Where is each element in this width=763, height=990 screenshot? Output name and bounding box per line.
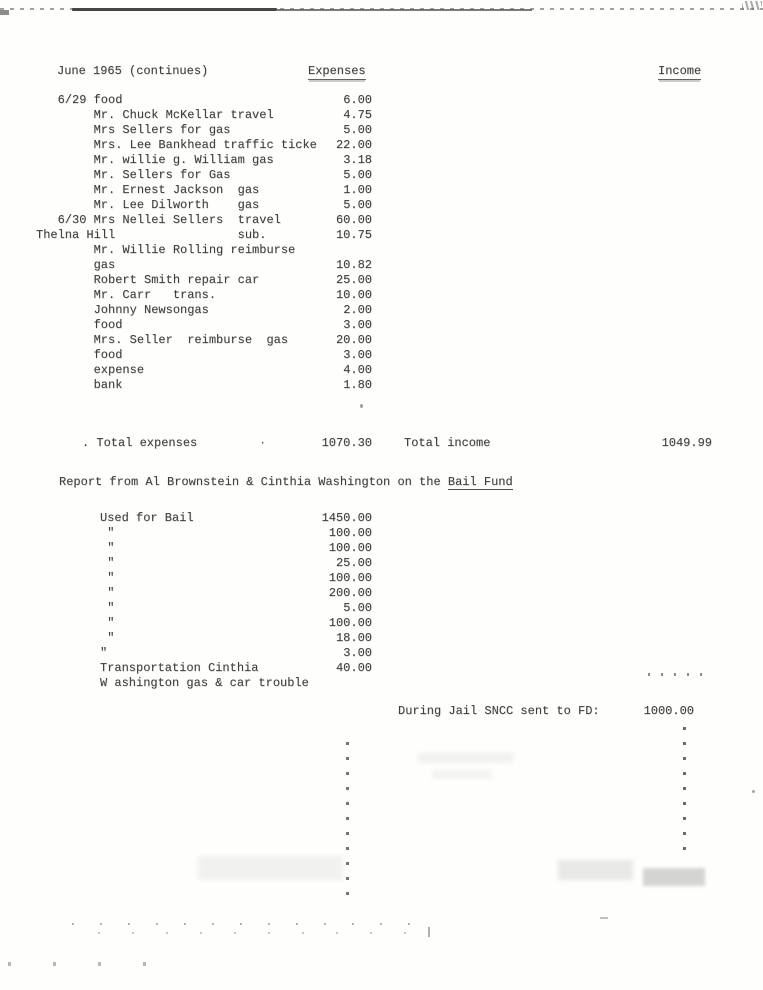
- ledger-row-amount: 100.00: [328, 541, 372, 555]
- ledger-row-text: Mrs Sellers for gas: [36, 123, 231, 137]
- ledger-row-amount: 4.75: [343, 108, 372, 122]
- ledger-row: [100, 526, 372, 541]
- scan-artifact-dot-column-left: [346, 742, 349, 898]
- ledger-row-amount: 1450.00: [321, 511, 372, 525]
- ledger-row: [36, 348, 372, 363]
- ledger-row-amount: 40.00: [335, 661, 372, 675]
- ledger-row-amount: 1.80: [343, 378, 372, 392]
- ledger-row-amount: 2.00: [343, 303, 372, 317]
- ledger-row: [36, 258, 372, 273]
- ledger-row: [36, 363, 372, 378]
- ledger-row-amount: 3.00: [343, 646, 372, 660]
- ledger-row-text: Johnny Newsongas: [36, 303, 209, 317]
- ledger-row-text: Mrs. Seller reimburse gas: [36, 333, 289, 347]
- ledger-row: [36, 93, 372, 108]
- ledger-row-text: Mr. Ernest Jackson gas: [36, 183, 260, 197]
- ledger-row-text: Mr. willie g. William gas: [36, 153, 274, 167]
- ledger-row-amount: 60.00: [335, 213, 372, 227]
- ledger-row: [100, 511, 372, 526]
- ledger-row-text: ": [100, 601, 115, 615]
- ledger-row-amount: 10.00: [335, 288, 372, 302]
- bail-fund-ledger: [100, 511, 372, 691]
- bail-fund-underlined-text: Bail Fund: [447, 475, 513, 489]
- ledger-row: [36, 243, 372, 258]
- ledger-row: [36, 378, 372, 393]
- ledger-row-text: Mr. Chuck McKellar travel: [36, 108, 274, 122]
- ledger-row-text: Mr. Sellers for Gas: [36, 168, 231, 182]
- ledger-row-amount: 10.75: [335, 228, 372, 242]
- scan-speckle-row-1: [72, 923, 434, 925]
- ledger-row: [36, 333, 372, 348]
- scan-artifact-bottom-left-marks: [8, 962, 148, 966]
- ledger-row-text: ": [100, 556, 115, 570]
- ledger-row-amount: 5.00: [343, 601, 372, 615]
- ledger-row-amount: 1.00: [343, 183, 372, 197]
- ledger-row-amount: 5.00: [343, 168, 372, 182]
- ledger-row-amount: 100.00: [328, 526, 372, 540]
- ledger-row-amount: 4.00: [343, 363, 372, 377]
- ledger-row-amount: 3.18: [343, 153, 372, 167]
- ledger-row: [36, 168, 372, 183]
- ledger-row-text: 6/30 Mrs Nellei Sellers travel: [36, 213, 281, 227]
- ledger-row: [36, 153, 372, 168]
- ledger-row: [36, 123, 372, 138]
- ledger-row-text: ": [100, 646, 108, 660]
- ledger-row-text: W ashington gas & car trouble: [100, 676, 309, 690]
- during-jail-amount: 1000.00: [643, 704, 694, 718]
- during-jail-row: [398, 704, 694, 719]
- totals-row: [0, 436, 763, 451]
- ledger-row: [36, 213, 372, 228]
- ledger-row-amount: 18.00: [335, 631, 372, 645]
- page-title: June 1965 (continues): [57, 64, 209, 78]
- stray-dot: ·: [259, 436, 267, 450]
- ledger-row-text: Mr. Willie Rolling reimburse: [36, 243, 296, 257]
- ledger-row: [36, 273, 372, 288]
- scan-smudge-lower-center: [558, 860, 633, 880]
- total-expenses-value: 1070.30: [321, 436, 372, 450]
- ledger-row: [36, 303, 372, 318]
- scan-smudge-faded-text-1: [418, 753, 513, 763]
- scan-artifact-dot-column-right: [683, 727, 686, 855]
- ledger-row: [36, 228, 372, 243]
- during-jail-label: During Jail SNCC sent to FD:: [398, 704, 600, 718]
- expense-ledger: [36, 93, 372, 393]
- total-income-value: 1049.99: [661, 436, 712, 450]
- scan-speckle-under-bank: [360, 404, 363, 408]
- expenses-column-heading: Expenses: [308, 64, 366, 78]
- ledger-row-amount: 200.00: [328, 586, 372, 600]
- ledger-row-amount: 22.00: [335, 138, 372, 152]
- ledger-row: [36, 138, 372, 153]
- bail-fund-report-heading: [59, 475, 513, 490]
- ledger-row-text: ": [100, 631, 115, 645]
- ledger-row-amount: 10.82: [335, 258, 372, 272]
- ledger-row: [100, 616, 372, 631]
- ledger-row-text: ": [100, 616, 115, 630]
- scan-smudge-lower-right: [643, 868, 705, 886]
- ledger-row-text: bank: [36, 378, 123, 392]
- scan-artifact-top-left-mark: [0, 10, 9, 15]
- scan-speckle-row-2: [98, 932, 438, 934]
- ledger-row: [100, 556, 372, 571]
- ledger-row-text: Robert Smith repair car: [36, 273, 260, 287]
- ledger-row-amount: 5.00: [343, 123, 372, 137]
- ledger-row-amount: 3.00: [343, 318, 372, 332]
- ledger-row-text: food: [36, 318, 123, 332]
- ledger-row-amount: 25.00: [335, 556, 372, 570]
- ledger-row-text: Transportation Cinthia: [100, 661, 259, 675]
- ledger-row-text: Used for Bail: [100, 511, 194, 525]
- ledger-row: [100, 541, 372, 556]
- ledger-row-text: ": [100, 541, 115, 555]
- scan-speckle-dash: [600, 917, 608, 919]
- scan-smudge-lower-middle: [198, 856, 343, 880]
- scan-artifact-dot-row-right: [648, 673, 702, 676]
- ledger-row: [36, 198, 372, 213]
- ledger-row: [100, 571, 372, 586]
- ledger-row-text: gas: [36, 258, 116, 272]
- report-heading-text: Report from Al Brownstein & Cinthia Washington on the: [59, 475, 448, 489]
- total-expenses-label: . Total expenses: [82, 436, 198, 450]
- ledger-row-amount: 3.00: [343, 348, 372, 362]
- ledger-row: [100, 601, 372, 616]
- ledger-row-amount: 6.00: [343, 93, 372, 107]
- scan-speckle-tick: [428, 927, 430, 937]
- scan-artifact-top-right-mark: [742, 1, 762, 10]
- income-column-heading: Income: [658, 64, 702, 78]
- ledger-row-text: ": [100, 526, 115, 540]
- ledger-row: [36, 108, 372, 123]
- scan-artifact-top-dark-segment: [72, 8, 277, 11]
- ledger-row: [100, 646, 372, 661]
- scan-speckle-right-margin: [752, 790, 755, 793]
- total-income-label: Total income: [404, 436, 491, 450]
- ledger-row-amount: 25.00: [335, 273, 372, 287]
- scan-smudge-faded-text-2: [432, 770, 492, 779]
- ledger-row-amount: 5.00: [343, 198, 372, 212]
- scan-artifact-top-dashed-line: [0, 8, 763, 10]
- ledger-row-text: Mr. Carr trans.: [36, 288, 217, 302]
- ledger-row-text: Mrs. Lee Bankhead traffic ticke: [36, 138, 317, 152]
- ledger-row-text: Thelna Hill sub.: [36, 228, 267, 242]
- ledger-row: [100, 586, 372, 601]
- ledger-row: [100, 631, 372, 646]
- ledger-row-amount: 100.00: [328, 571, 372, 585]
- ledger-row: [36, 183, 372, 198]
- ledger-row: [100, 676, 372, 691]
- ledger-row-text: ": [100, 571, 115, 585]
- ledger-row-text: Mr. Lee Dilworth gas: [36, 198, 260, 212]
- ledger-row-text: food: [36, 348, 123, 362]
- ledger-row-text: ": [100, 586, 115, 600]
- scan-artifact-top-mid-segment: [277, 9, 532, 11]
- ledger-row-amount: 100.00: [328, 616, 372, 630]
- ledger-row-amount: 20.00: [335, 333, 372, 347]
- ledger-row: [100, 661, 372, 676]
- ledger-row: [36, 288, 372, 303]
- ledger-row: [36, 318, 372, 333]
- ledger-row-text: expense: [36, 363, 145, 377]
- ledger-row-text: 6/29 food: [36, 93, 123, 107]
